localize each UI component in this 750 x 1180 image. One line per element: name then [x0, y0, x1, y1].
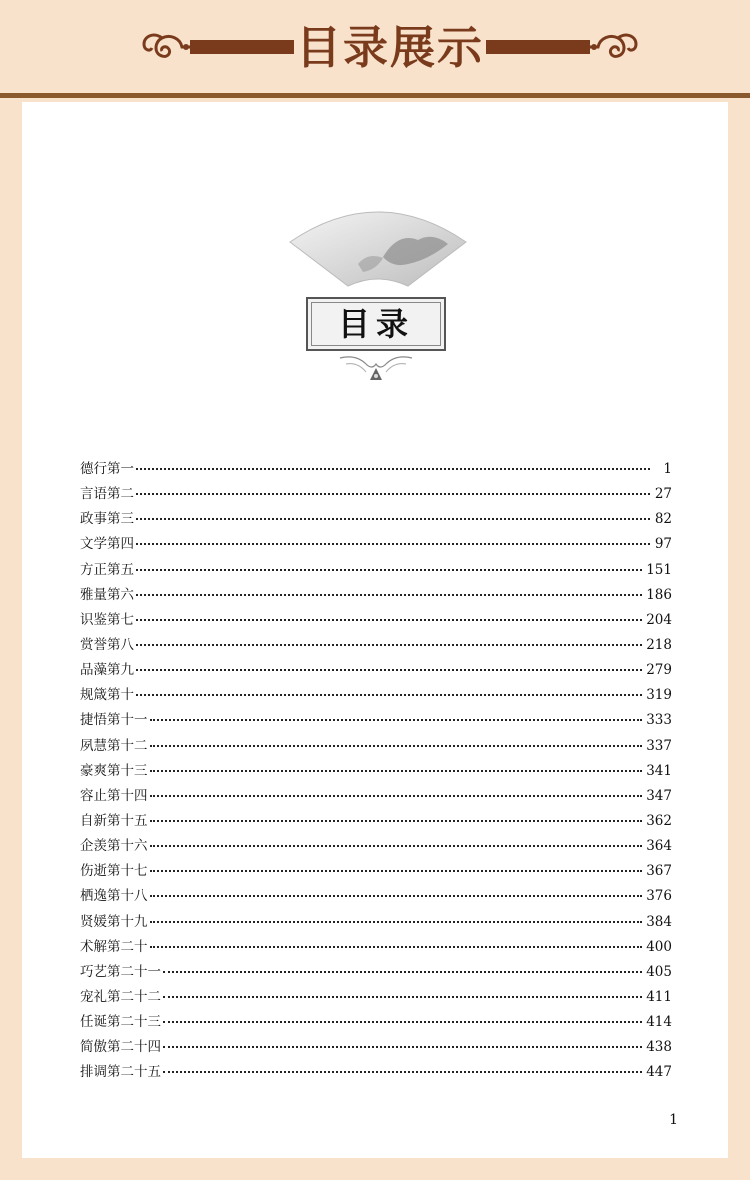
- toc-entry-label: 品藻第九: [80, 662, 134, 679]
- toc-list: [80, 457, 672, 1086]
- toc-entry[interactable]: [80, 759, 672, 784]
- toc-entry-label: 豪爽第十三: [80, 762, 148, 779]
- toc-dot-leader: [163, 984, 642, 998]
- toc-entry-page: 364: [646, 838, 672, 855]
- toc-entry-label: 德行第一: [80, 461, 134, 477]
- toc-entry-page: 27: [654, 486, 672, 503]
- toc-entry[interactable]: [80, 834, 672, 859]
- toc-entry-label: 术解第二十: [80, 938, 148, 955]
- toc-entry-page: 347: [646, 787, 672, 804]
- toc-entry-page: 411: [646, 988, 672, 1005]
- toc-entry-page: 384: [646, 913, 672, 930]
- toc-entry-label: 企羡第十六: [80, 838, 148, 855]
- toc-entry-page: 1: [663, 461, 672, 477]
- toc-entry-page: 82: [654, 511, 672, 528]
- toc-dot-leader: [136, 531, 650, 545]
- toc-entry[interactable]: [80, 960, 672, 985]
- toc-entry[interactable]: [80, 482, 672, 507]
- header-banner: [0, 0, 750, 88]
- toc-entry[interactable]: [80, 1035, 672, 1060]
- toc-entry[interactable]: [80, 859, 672, 884]
- toc-entry-label: 方正第五: [80, 561, 134, 578]
- toc-entry[interactable]: [80, 910, 672, 935]
- toc-entry-label: 雅量第六: [80, 586, 134, 603]
- toc-dot-leader: [150, 909, 643, 923]
- toc-entry-label: 排调第二十五: [80, 1064, 161, 1081]
- toc-entry-label: 夙慧第十二: [80, 737, 148, 754]
- toc-entry-page: 279: [646, 662, 672, 679]
- toc-entry-label: 捷悟第十一: [80, 712, 148, 729]
- toc-entry-label: 文学第四: [80, 536, 134, 553]
- toc-entry-page: 400: [646, 938, 672, 955]
- page-number: 1: [669, 1112, 678, 1128]
- toc-entry-label: 识鉴第七: [80, 611, 134, 628]
- toc-entry[interactable]: [80, 457, 672, 482]
- toc-entry-page: 204: [646, 611, 672, 628]
- cloud-ornament-right-icon: [580, 30, 640, 64]
- toc-entry[interactable]: [80, 985, 672, 1010]
- toc-dot-leader: [163, 959, 642, 973]
- toc-dot-leader: [150, 758, 643, 772]
- banner-title: 目录展示: [295, 21, 484, 74]
- toc-entry-page: 337: [646, 737, 672, 754]
- toc-dot-leader: [150, 808, 643, 822]
- toc-entry-page: 333: [646, 712, 672, 729]
- toc-heading: 目录: [337, 305, 414, 343]
- toc-entry-page: 319: [646, 687, 672, 704]
- banner-bar-right: [486, 40, 590, 54]
- toc-dot-leader: [150, 883, 643, 897]
- toc-entry[interactable]: [80, 583, 672, 608]
- toc-dot-leader: [136, 456, 650, 470]
- toc-entry-label: 伤逝第十七: [80, 863, 148, 880]
- toc-dot-leader: [150, 934, 643, 948]
- toc-dot-leader: [163, 1034, 642, 1048]
- toc-entry[interactable]: [80, 633, 672, 658]
- toc-dot-leader: [163, 1059, 642, 1073]
- toc-entry[interactable]: [80, 784, 672, 809]
- toc-entry-page: 186: [646, 586, 672, 603]
- header-divider: [0, 93, 750, 98]
- toc-entry-page: 362: [646, 812, 672, 829]
- toc-entry[interactable]: [80, 683, 672, 708]
- toc-entry-label: 言语第二: [80, 486, 134, 503]
- toc-dot-leader: [163, 1009, 642, 1023]
- fan-painting-icon: [288, 202, 468, 288]
- toc-dot-leader: [150, 707, 643, 721]
- toc-entry[interactable]: [80, 658, 672, 683]
- toc-entry-label: 宠礼第二十二: [80, 988, 161, 1005]
- toc-entry-page: 405: [646, 963, 672, 980]
- toc-entry[interactable]: [80, 608, 672, 633]
- toc-dot-leader: [150, 858, 643, 872]
- toc-entry[interactable]: [80, 507, 672, 532]
- toc-entry[interactable]: [80, 884, 672, 909]
- toc-entry[interactable]: [80, 1060, 672, 1085]
- toc-entry[interactable]: [80, 734, 672, 759]
- toc-entry[interactable]: [80, 532, 672, 557]
- toc-dot-leader: [136, 582, 642, 596]
- toc-entry-page: 341: [646, 762, 672, 779]
- toc-dot-leader: [136, 481, 650, 495]
- toc-entry-page: 447: [646, 1064, 672, 1081]
- toc-entry-label: 任诞第二十三: [80, 1014, 161, 1031]
- toc-dot-leader: [136, 632, 642, 646]
- toc-entry[interactable]: [80, 809, 672, 834]
- toc-entry-label: 巧艺第二十一: [80, 963, 161, 980]
- toc-entry-label: 自新第十五: [80, 812, 148, 829]
- toc-entry-label: 栖逸第十八: [80, 888, 148, 905]
- toc-dot-leader: [150, 733, 643, 747]
- toc-entry-page: 151: [646, 561, 672, 578]
- toc-entry-page: 376: [646, 888, 672, 905]
- toc-entry-label: 容止第十四: [80, 787, 148, 804]
- toc-entry-label: 贤媛第十九: [80, 913, 148, 930]
- toc-entry-page: 97: [654, 536, 672, 553]
- toc-entry-page: 367: [646, 863, 672, 880]
- toc-dot-leader: [136, 657, 642, 671]
- toc-entry-label: 赏誉第八: [80, 636, 134, 653]
- toc-entry-label: 规箴第十: [80, 687, 134, 704]
- toc-dot-leader: [150, 783, 643, 797]
- toc-dot-leader: [150, 833, 643, 847]
- banner-bar-left: [190, 40, 294, 54]
- toc-entry[interactable]: [80, 1010, 672, 1035]
- toc-dot-leader: [136, 607, 642, 621]
- toc-entry[interactable]: [80, 708, 672, 733]
- toc-dot-leader: [136, 557, 642, 571]
- toc-entry[interactable]: [80, 558, 672, 583]
- toc-entry[interactable]: [80, 935, 672, 960]
- toc-entry-label: 政事第三: [80, 511, 134, 528]
- floral-ornament-icon: [336, 352, 416, 384]
- toc-entry-page: 218: [646, 636, 672, 653]
- toc-dot-leader: [136, 682, 642, 696]
- toc-dot-leader: [136, 506, 650, 520]
- toc-entry-page: 414: [646, 1014, 672, 1031]
- toc-entry-label: 简傲第二十四: [80, 1039, 161, 1056]
- book-page: [22, 102, 728, 1158]
- toc-title-box: [306, 297, 446, 351]
- toc-entry-page: 438: [646, 1039, 672, 1056]
